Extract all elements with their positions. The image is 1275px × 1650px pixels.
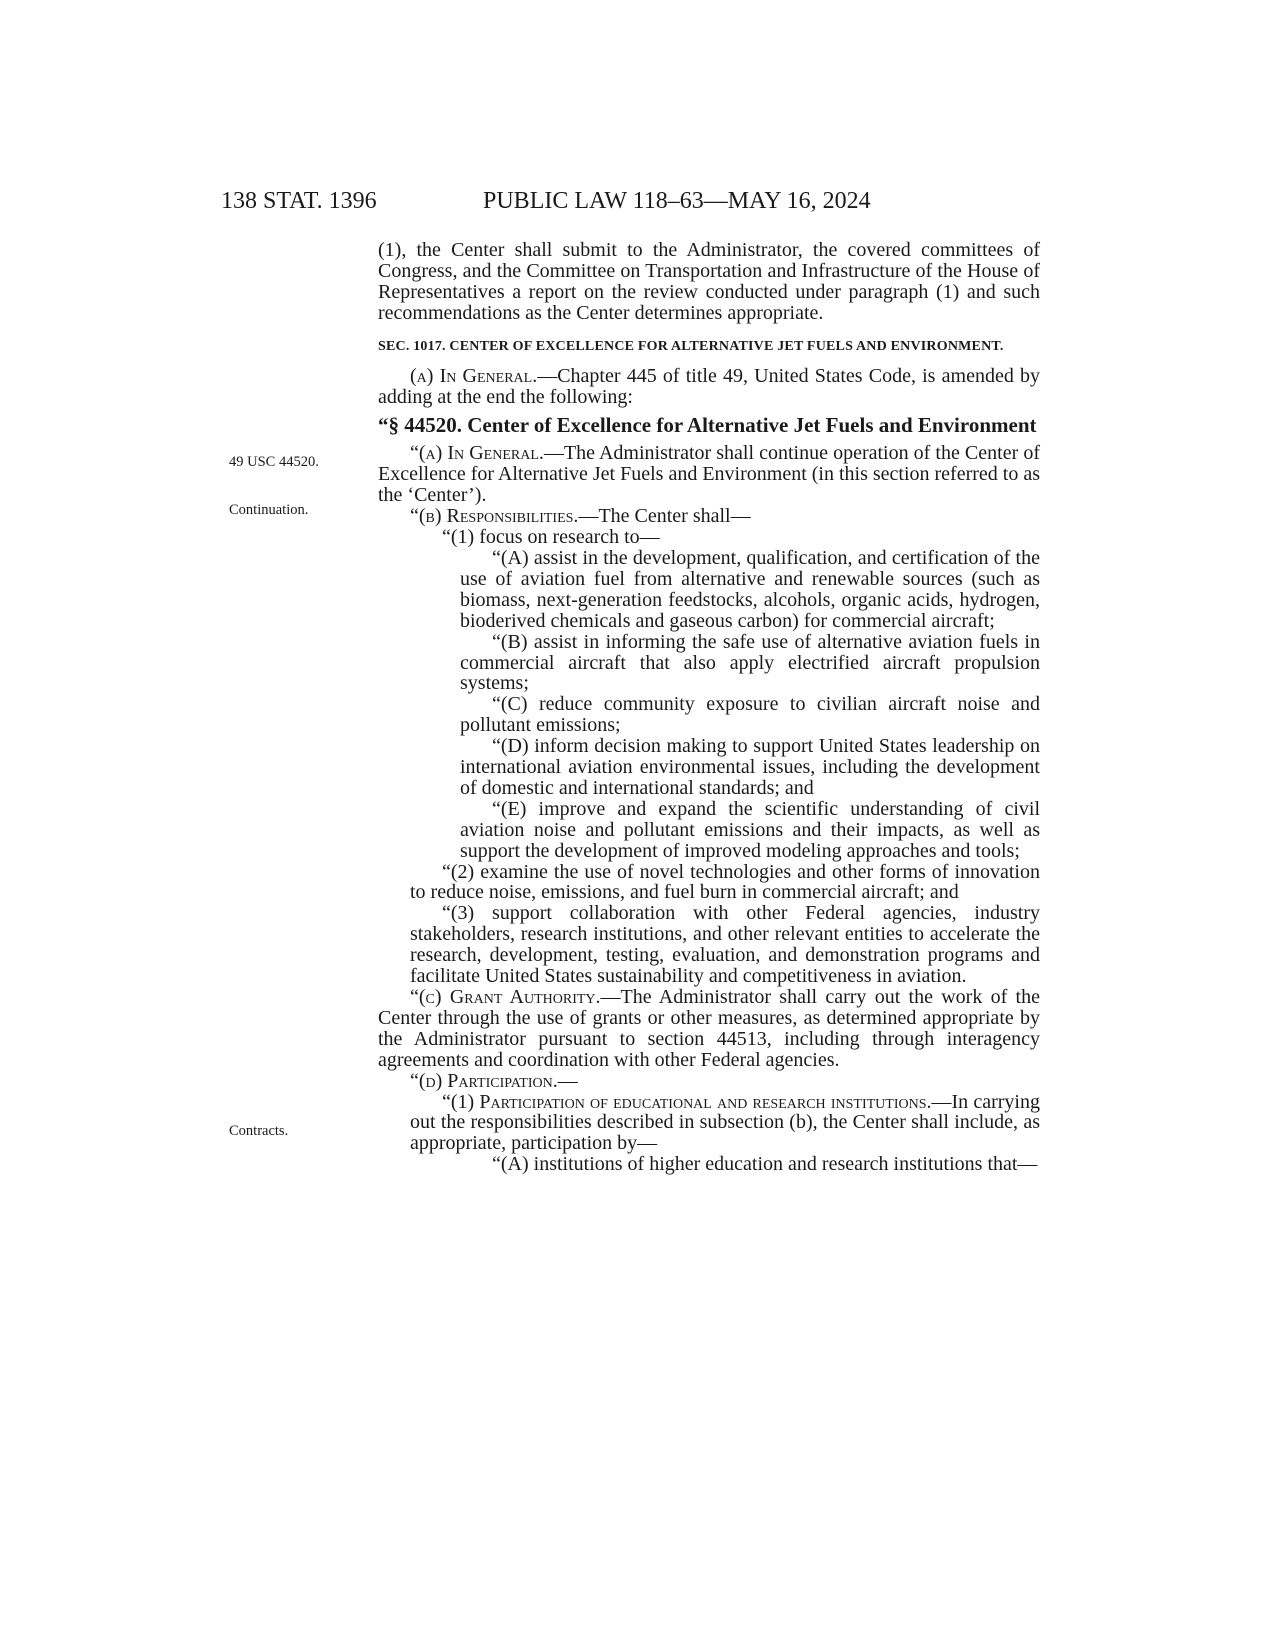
paragraph-b2: “(2) examine the use of novel technologies and other forms of innovation to reduce noise, emissions, and fuel burn in commercial aircraft; and [410,860,1040,904]
section-44520-d [378,1071,1040,1092]
clause-b1-A: “(A) assist in the development, qualification, and certification of the use of aviation fuel from alternative and renewable sources (such as biomass, next-generation feedstocks, alcohols, organic acids, hydrogen, bioderived chemicals and gaseous carbon) for commercial aircraft; [460,546,1040,632]
clause-b1-C: “(C) reduce community exposure to civilian aircraft noise and pollutant emissions; [460,693,1040,737]
margin-note-continuation: Continuation. [229,502,309,518]
section-a-text: —The Administrator shall continue operation of the Center of Excellence for Alternative Jet Fuels and Environment (in this section referred to as the ‘Center’). [378,442,1041,507]
paragraph-d1-label: “(1) Participation of educational and research institutions. [442,1090,932,1113]
paragraph-b3: “(3) support collaboration with other Federal agencies, industry stakeholders, research institutions, and other relevant entities to accelerate the research, development, testing, evaluation, and demonstration programs and facilitate United States sustainability and competitiveness in aviation. [410,902,1040,988]
paragraph-b1-intro: “(1) focus on research to— [442,526,660,549]
section-44520-c [378,987,1040,1071]
section-b-label: “(b) Responsibilities. [410,505,579,528]
subsection-a-label: (a) In General. [410,364,538,387]
paragraph-d1 [378,1092,1040,1155]
margin-note-usc: 49 USC 44520. [229,454,319,470]
section-heading: SEC. 1017. CENTER OF EXCELLENCE FOR ALTERNATIVE JET FUELS AND ENVIRONMENT. [378,338,1004,354]
margin-note-contracts: Contracts. [229,1123,289,1139]
page-stat-reference: 138 STAT. 1396 [221,188,377,214]
section-d-text: — [557,1069,578,1092]
clause-b1-D: “(D) inform decision making to support United States leadership on international aviation environmental issues, including the development of domestic and international standards; and [460,735,1040,799]
section-d-label: “(d) Participation. [410,1069,558,1092]
clause-d1-A: “(A) institutions of higher education and research institutions that— [492,1153,1038,1176]
clause-b1-E: “(E) improve and expand the scientific understanding of civil aviation noise and pollutant emissions and their impacts, as well as support the development of improved modeling approaches and tools; [460,797,1040,862]
section-44520-a [378,443,1040,506]
subsection-a-amendment [378,366,1040,408]
document-body [378,240,1040,1175]
page-running-title: PUBLIC LAW 118–63—MAY 16, 2024 [483,188,871,214]
paragraph-d1-text: —In carrying out the responsibilities described in subsection (b), the Center shall include, as appropriate, participation by— [410,1090,1040,1155]
clause-b1-B: “(B) assist in informing the safe use of alternative aviation fuels in commercial aircraft that also apply electrified aircraft propulsion systems; [460,630,1040,695]
section-b-text: —The Center shall— [578,505,751,528]
section-44520-title: “§ 44520. Center of Excellence for Alternative Jet Fuels and Environment [378,413,1037,438]
section-a-label: “(a) In General. [410,442,544,465]
section-c-text: —The Administrator shall carry out the work of the Center through the use of grants or other measures, as determined appropriate by the Administrator pursuant to section 44513, including through interagency agreements and coordination with other Federal agencies. [378,986,1040,1071]
intro-paragraph: (1), the Center shall submit to the Administrator, the covered committees of Congress, and the Committee on Transportation and Infrastructure of the House of Representatives a report on the review conducted under paragraph (1) and such recommendations as the Center determines appropriate. [378,239,1040,324]
section-c-label: “(c) Grant Authority. [410,986,601,1008]
subsection-a-text: —Chapter 445 of title 49, United States Code, is amended by adding at the end the following: [378,364,1041,408]
section-44520-b [378,506,1040,527]
